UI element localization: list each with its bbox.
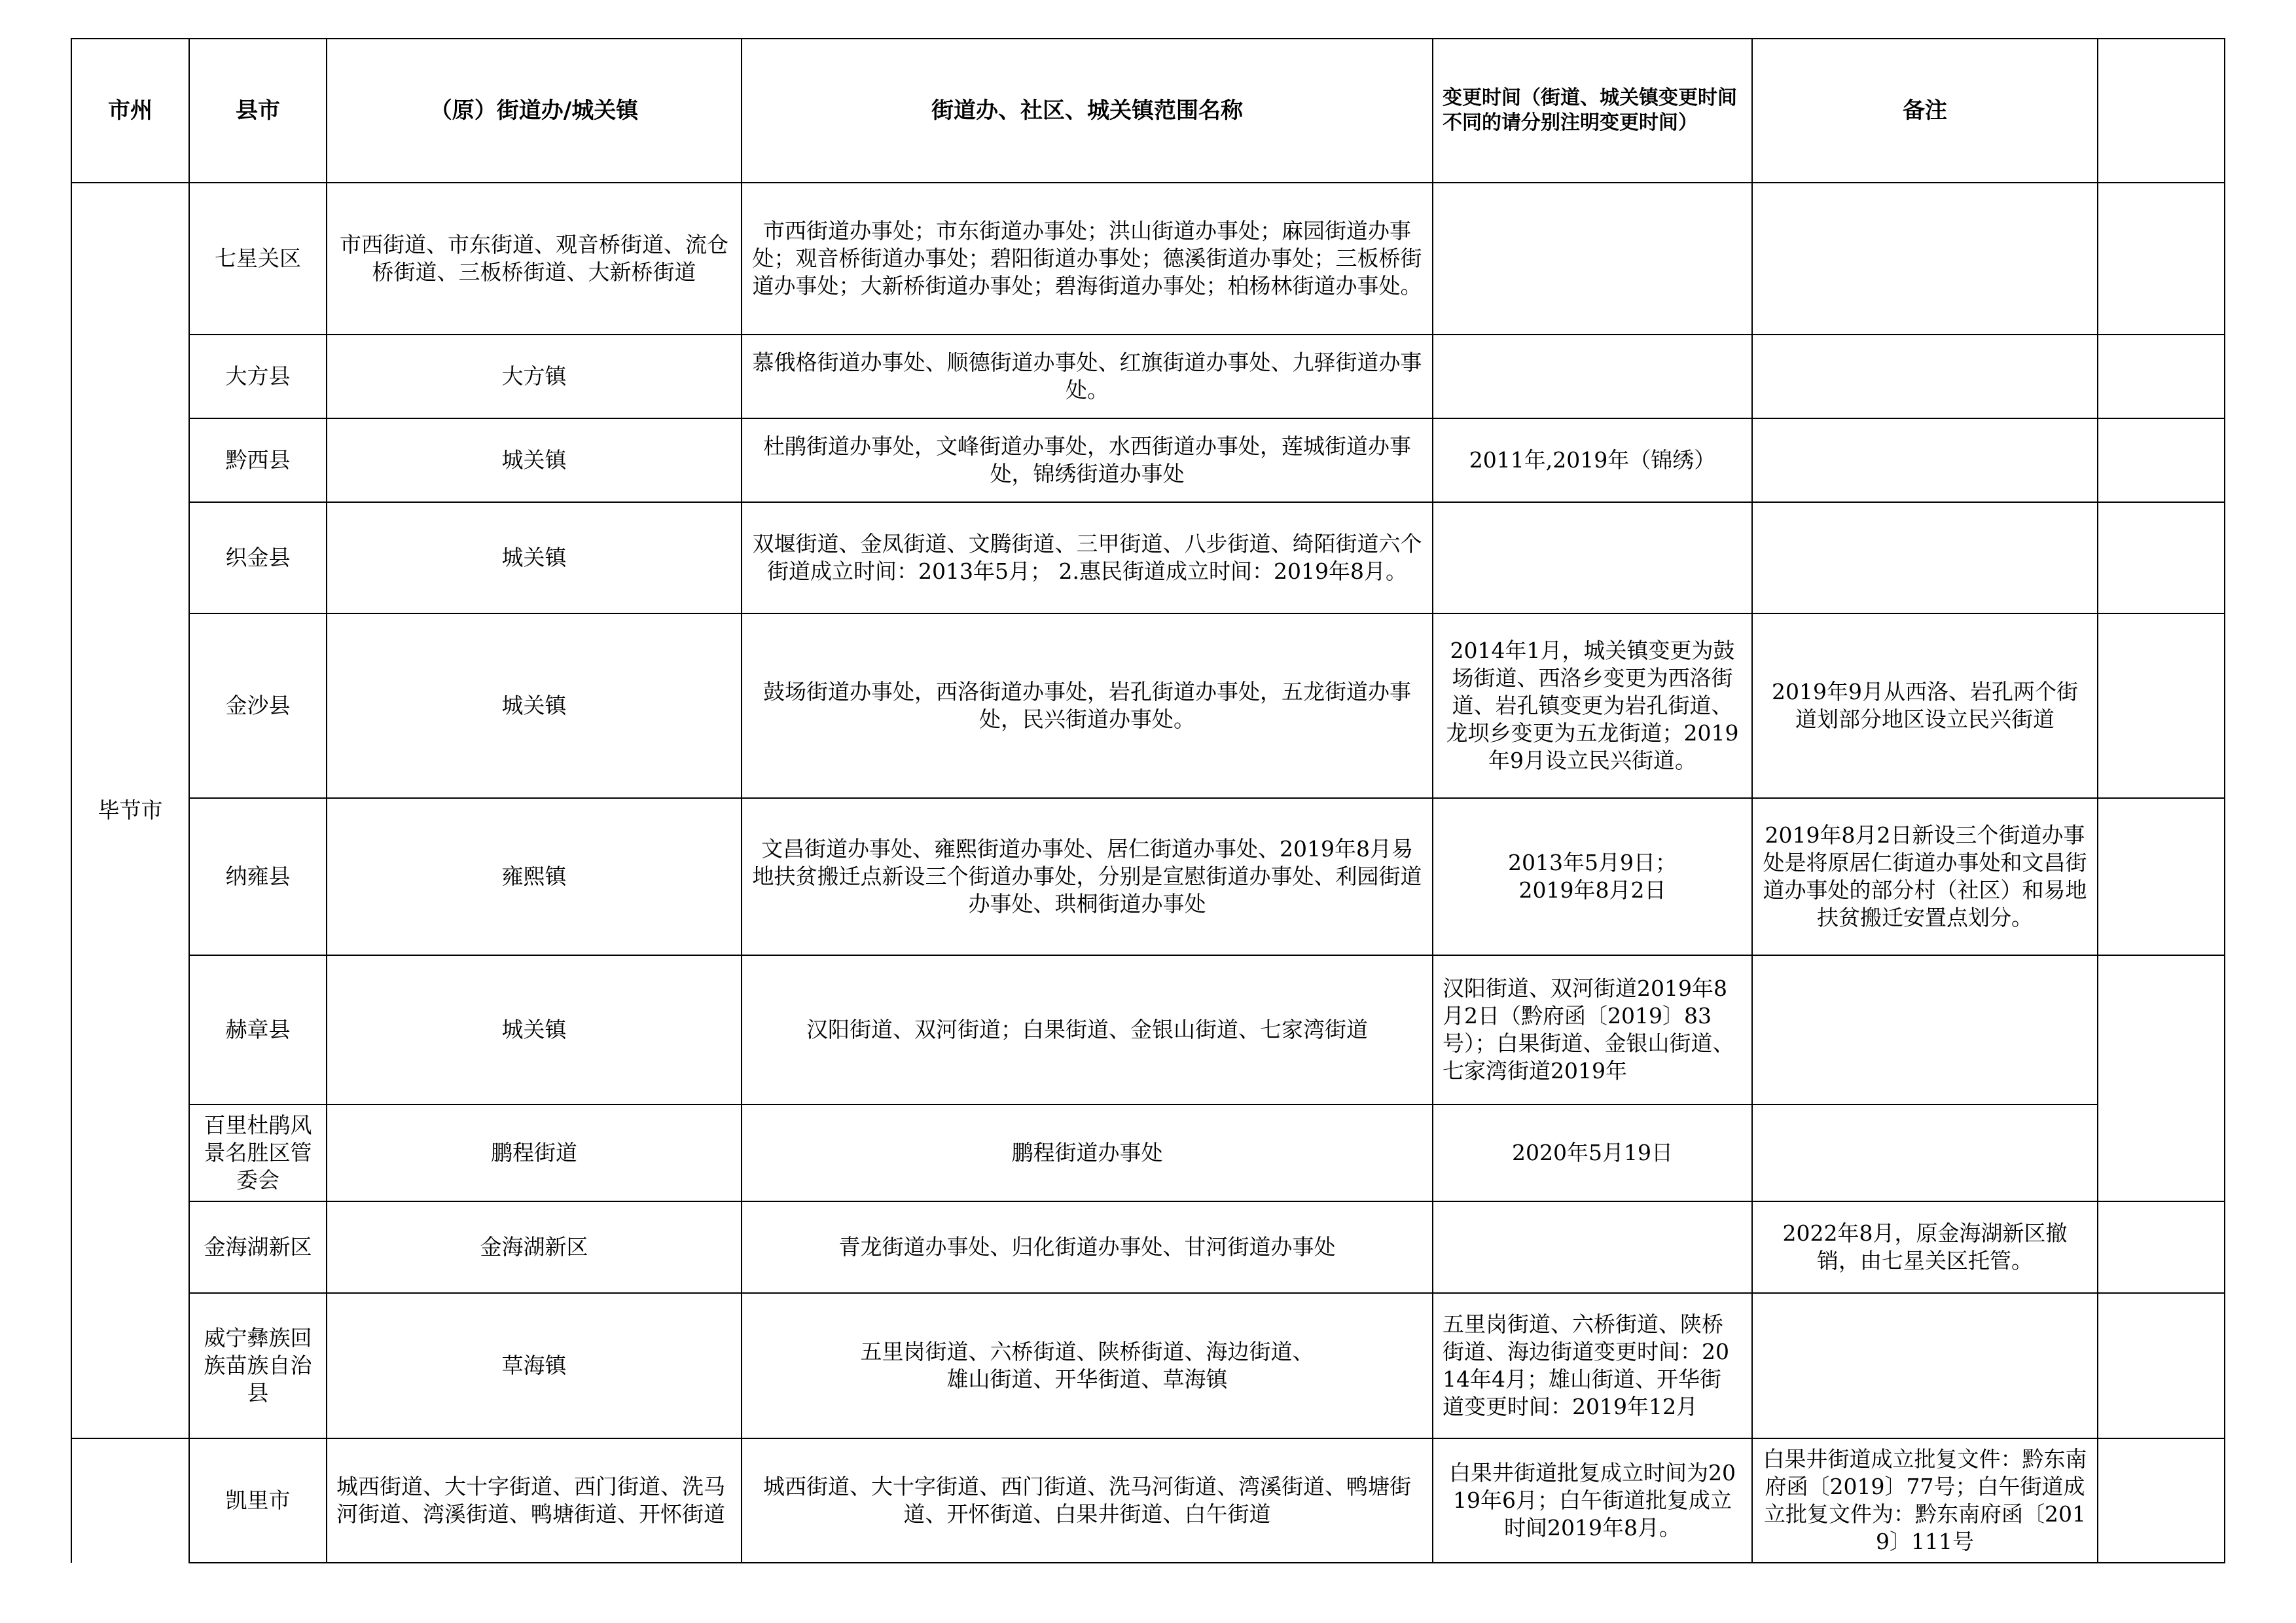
original-cell: 鹏程街道 [327, 1104, 742, 1201]
county-cell: 金沙县 [189, 613, 327, 798]
city-cell: 毕节市 [71, 183, 189, 1438]
original-cell: 城西街道、大十字街道、西门街道、洗马河街道、湾溪街道、鸭塘街道、开怀街道 [327, 1438, 742, 1563]
original-cell: 城关镇 [327, 613, 742, 798]
blank-cell [2098, 418, 2225, 502]
blank-cell [2098, 335, 2225, 418]
header-county: 县市 [189, 39, 327, 183]
note-cell [1752, 1293, 2098, 1438]
county-cell: 纳雍县 [189, 798, 327, 955]
header-row [71, 39, 2225, 183]
note-cell [1752, 418, 2098, 502]
blank-cell [2098, 1293, 2225, 1438]
table-row [71, 335, 2225, 418]
time-cell [1433, 502, 1752, 613]
county-cell: 金海湖新区 [189, 1201, 327, 1293]
blank-cell [2098, 798, 2225, 955]
time-cell: 2013年5月9日； 2019年8月2日 [1433, 798, 1752, 955]
table-row [71, 613, 2225, 798]
blank-cell [2098, 502, 2225, 613]
time-cell [1433, 335, 1752, 418]
scope-cell: 鼓场街道办事处，西洛街道办事处，岩孔街道办事处，五龙街道办事处，民兴街道办事处。 [742, 613, 1433, 798]
table-row [71, 418, 2225, 502]
note-cell [1752, 502, 2098, 613]
time-cell: 五里岗街道、六桥街道、陕桥街道、海边街道变更时间：2014年4月；雄山街道、开华街道变更时间：2019年12月 [1433, 1293, 1752, 1438]
scope-cell: 汉阳街道、双河街道；白果街道、金银山街道、七家湾街道 [742, 955, 1433, 1104]
time-cell: 白果井街道批复成立时间为2019年6月；白午街道批复成立时间2019年8月。 [1433, 1438, 1752, 1563]
scope-cell: 慕俄格街道办事处、顺德街道办事处、红旗街道办事处、九驿街道办事处。 [742, 335, 1433, 418]
scope-cell: 杜鹃街道办事处，文峰街道办事处，水西街道办事处，莲城街道办事处，锦绣街道办事处 [742, 418, 1433, 502]
blank-cell [2098, 1201, 2225, 1293]
scope-cell: 城西街道、大十字街道、西门街道、洗马河街道、湾溪街道、鸭塘街道、开怀街道、白果井街道、白午街道 [742, 1438, 1433, 1563]
header-blank [2098, 39, 2225, 183]
note-cell [1752, 1104, 2098, 1201]
district-table [71, 38, 2225, 1563]
table-row [71, 1438, 2225, 1563]
county-cell: 赫章县 [189, 955, 327, 1104]
scope-cell: 双堰街道、金凤街道、文腾街道、三甲街道、八步街道、绮陌街道六个街道成立时间：2013年5月； 2.惠民街道成立时间：2019年8月。 [742, 502, 1433, 613]
county-cell: 大方县 [189, 335, 327, 418]
blank-cell [2098, 613, 2225, 798]
table-row [71, 1201, 2225, 1293]
note-cell: 2022年8月，原金海湖新区撤销，由七星关区托管。 [1752, 1201, 2098, 1293]
county-cell: 凯里市 [189, 1438, 327, 1563]
header-change-time: 变更时间（街道、城关镇变更时间不同的请分别注明变更时间） [1433, 39, 1752, 183]
note-cell: 2019年9月从西洛、岩孔两个街道划部分地区设立民兴街道 [1752, 613, 2098, 798]
table-row [71, 183, 2225, 335]
time-cell: 汉阳街道、双河街道2019年8月2日（黔府函〔2019〕83号）；白果街道、金银山街道、七家湾街道2019年 [1433, 955, 1752, 1104]
blank-cell [2098, 1438, 2225, 1563]
original-cell: 草海镇 [327, 1293, 742, 1438]
table-row [71, 502, 2225, 613]
blank-cell [2098, 183, 2225, 335]
time-cell: 2011年,2019年（锦绣） [1433, 418, 1752, 502]
city-cell [71, 1438, 189, 1563]
scope-cell: 市西街道办事处；市东街道办事处；洪山街道办事处；麻园街道办事处；观音桥街道办事处；碧阳街道办事处；德溪街道办事处；三板桥街道办事处；大新桥街道办事处；碧海街道办事处；柏杨林街道办事处。 [742, 183, 1433, 335]
county-cell: 黔西县 [189, 418, 327, 502]
blank-cell [2098, 955, 2225, 1201]
original-cell: 市西街道、市东街道、观音桥街道、流仓桥街道、三板桥街道、大新桥街道 [327, 183, 742, 335]
time-cell: 2014年1月，城关镇变更为鼓场街道、西洛乡变更为西洛街道、岩孔镇变更为岩孔街道、龙坝乡变更为五龙街道；2019年9月设立民兴街道。 [1433, 613, 1752, 798]
original-cell: 城关镇 [327, 418, 742, 502]
county-cell: 百里杜鹃风景名胜区管委会 [189, 1104, 327, 1201]
original-cell: 城关镇 [327, 502, 742, 613]
header-original: （原）街道办/城关镇 [327, 39, 742, 183]
note-cell: 2019年8月2日新设三个街道办事处是将原居仁街道办事处和文昌街道办事处的部分村（社区）和易地扶贫搬迁安置点划分。 [1752, 798, 2098, 955]
header-note: 备注 [1752, 39, 2098, 183]
scope-cell: 文昌街道办事处、雍熙街道办事处、居仁街道办事处、2019年8月易地扶贫搬迁点新设三个街道办事处，分别是宣慰街道办事处、利园街道办事处、珙桐街道办事处 [742, 798, 1433, 955]
original-cell: 金海湖新区 [327, 1201, 742, 1293]
header-scope: 街道办、社区、城关镇范围名称 [742, 39, 1433, 183]
header-city: 市州 [71, 39, 189, 183]
table-row [71, 798, 2225, 955]
scope-cell: 鹏程街道办事处 [742, 1104, 1433, 1201]
county-cell: 威宁彝族回族苗族自治县 [189, 1293, 327, 1438]
note-cell [1752, 955, 2098, 1104]
county-cell: 织金县 [189, 502, 327, 613]
note-cell: 白果井街道成立批复文件：黔东南府函〔2019〕77号；白午街道成立批复文件为：黔东南府函〔2019〕111号 [1752, 1438, 2098, 1563]
time-cell [1433, 1201, 1752, 1293]
table-row [71, 1293, 2225, 1438]
table-row [71, 1104, 2225, 1201]
table-row [71, 955, 2225, 1104]
original-cell: 大方镇 [327, 335, 742, 418]
county-cell: 七星关区 [189, 183, 327, 335]
original-cell: 城关镇 [327, 955, 742, 1104]
scope-cell: 五里岗街道、六桥街道、陕桥街道、海边街道、 雄山街道、开华街道、草海镇 [742, 1293, 1433, 1438]
scope-cell: 青龙街道办事处、归化街道办事处、甘河街道办事处 [742, 1201, 1433, 1293]
note-cell [1752, 183, 2098, 335]
time-cell: 2020年5月19日 [1433, 1104, 1752, 1201]
note-cell [1752, 335, 2098, 418]
time-cell [1433, 183, 1752, 335]
original-cell: 雍熙镇 [327, 798, 742, 955]
